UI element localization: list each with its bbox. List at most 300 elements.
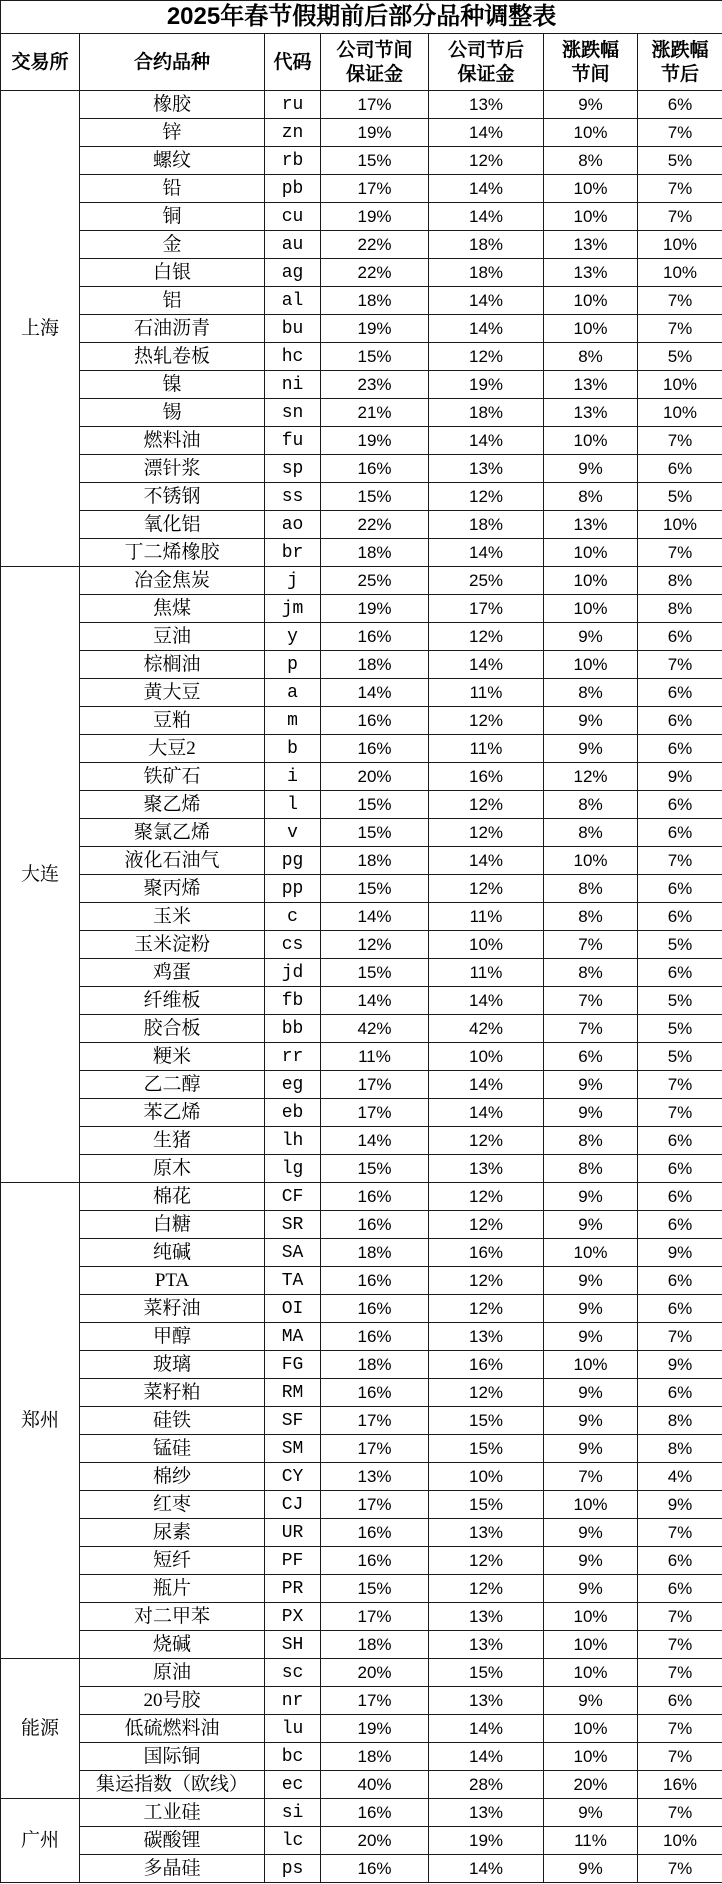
header-product: [80, 34, 265, 91]
code-cell: lc: [265, 1827, 321, 1855]
table-row: [1, 1239, 722, 1267]
limit-holiday-cell: 10%: [544, 539, 638, 567]
product-name-cell: 锡: [80, 399, 265, 427]
header-margin-after-line2: 保证金: [457, 63, 515, 85]
limit-after-cell: 7%: [638, 1743, 722, 1771]
margin-after-cell: 13%: [429, 91, 544, 119]
limit-holiday-cell: 10%: [544, 119, 638, 147]
margin-holiday-cell: 22%: [321, 511, 429, 539]
limit-after-cell: 7%: [638, 203, 722, 231]
code-cell: SH: [265, 1631, 321, 1659]
margin-holiday-cell: 16%: [321, 1267, 429, 1295]
margin-holiday-cell: 16%: [321, 735, 429, 763]
limit-after-cell: 9%: [638, 1491, 722, 1519]
margin-holiday-cell: 15%: [321, 483, 429, 511]
header-limit-holiday-line1: 涨跌幅: [561, 39, 619, 61]
margin-holiday-cell: 18%: [321, 1351, 429, 1379]
margin-after-cell: 16%: [429, 1239, 544, 1267]
code-cell: pb: [265, 175, 321, 203]
code-cell: zn: [265, 119, 321, 147]
product-name-cell: 螺纹: [80, 147, 265, 175]
product-name-cell: 生猪: [80, 1127, 265, 1155]
limit-after-cell: 7%: [638, 175, 722, 203]
margin-holiday-cell: 14%: [321, 679, 429, 707]
margin-holiday-cell: 17%: [321, 1687, 429, 1715]
limit-holiday-cell: 8%: [544, 1127, 638, 1155]
table-row: [1, 595, 722, 623]
margin-after-cell: 18%: [429, 231, 544, 259]
limit-after-cell: 7%: [638, 1071, 722, 1099]
margin-after-cell: 14%: [429, 539, 544, 567]
limit-after-cell: 5%: [638, 1015, 722, 1043]
product-name-cell: 玉米: [80, 903, 265, 931]
limit-holiday-cell: 10%: [544, 203, 638, 231]
limit-holiday-cell: 9%: [544, 735, 638, 763]
table-row: [1, 1743, 722, 1771]
product-name-cell: 短纤: [80, 1547, 265, 1575]
table-row: [1, 1855, 722, 1883]
product-name-cell: 玉米淀粉: [80, 931, 265, 959]
table-row: [1, 1295, 722, 1323]
product-name-cell: 石油沥青: [80, 315, 265, 343]
margin-after-cell: 12%: [429, 875, 544, 903]
limit-after-cell: 10%: [638, 371, 722, 399]
code-cell: ru: [265, 91, 321, 119]
limit-after-cell: 7%: [638, 1603, 722, 1631]
margin-holiday-cell: 20%: [321, 1827, 429, 1855]
limit-holiday-cell: 13%: [544, 259, 638, 287]
margin-holiday-cell: 20%: [321, 763, 429, 791]
margin-after-cell: 14%: [429, 1743, 544, 1771]
table-row: [1, 1323, 722, 1351]
table-row: [1, 483, 722, 511]
margin-holiday-cell: 16%: [321, 1323, 429, 1351]
limit-holiday-cell: 7%: [544, 931, 638, 959]
margin-holiday-cell: 18%: [321, 1743, 429, 1771]
product-name-cell: 锰硅: [80, 1435, 265, 1463]
limit-holiday-cell: 9%: [544, 1211, 638, 1239]
margin-after-cell: 18%: [429, 259, 544, 287]
margin-holiday-cell: 18%: [321, 1239, 429, 1267]
margin-after-cell: 14%: [429, 287, 544, 315]
header-exchange: [1, 34, 80, 91]
product-name-cell: 豆油: [80, 623, 265, 651]
code-cell: eb: [265, 1099, 321, 1127]
code-cell: ni: [265, 371, 321, 399]
margin-holiday-cell: 16%: [321, 1855, 429, 1883]
code-cell: lh: [265, 1127, 321, 1155]
table-row: [1, 427, 722, 455]
exchange-cell: 上海: [1, 91, 80, 567]
margin-holiday-cell: 16%: [321, 707, 429, 735]
margin-after-cell: 13%: [429, 1631, 544, 1659]
limit-after-cell: 6%: [638, 1687, 722, 1715]
margin-holiday-cell: 19%: [321, 203, 429, 231]
margin-holiday-cell: 18%: [321, 539, 429, 567]
limit-holiday-cell: 13%: [544, 399, 638, 427]
header-code-label: 代码: [273, 51, 312, 73]
exchange-cell: 能源: [1, 1659, 80, 1799]
limit-after-cell: 7%: [638, 287, 722, 315]
margin-after-cell: 16%: [429, 1351, 544, 1379]
table-row: [1, 763, 722, 791]
margin-after-cell: 14%: [429, 1855, 544, 1883]
code-cell: j: [265, 567, 321, 595]
table-row: [1, 875, 722, 903]
table-row: [1, 1015, 722, 1043]
margin-after-cell: 11%: [429, 735, 544, 763]
margin-after-cell: 12%: [429, 147, 544, 175]
limit-holiday-cell: 8%: [544, 343, 638, 371]
code-cell: rb: [265, 147, 321, 175]
margin-holiday-cell: 12%: [321, 931, 429, 959]
limit-holiday-cell: 10%: [544, 1659, 638, 1687]
margin-after-cell: 12%: [429, 343, 544, 371]
margin-holiday-cell: 14%: [321, 903, 429, 931]
table-row: [1, 903, 722, 931]
margin-after-cell: 11%: [429, 903, 544, 931]
limit-after-cell: 7%: [638, 315, 722, 343]
product-name-cell: 白糖: [80, 1211, 265, 1239]
margin-after-cell: 19%: [429, 1827, 544, 1855]
code-cell: ps: [265, 1855, 321, 1883]
product-name-cell: 燃料油: [80, 427, 265, 455]
code-cell: rr: [265, 1043, 321, 1071]
margin-after-cell: 12%: [429, 819, 544, 847]
limit-after-cell: 5%: [638, 987, 722, 1015]
product-name-cell: 聚乙烯: [80, 791, 265, 819]
margin-holiday-cell: 16%: [321, 1295, 429, 1323]
limit-after-cell: 7%: [638, 1631, 722, 1659]
code-cell: jm: [265, 595, 321, 623]
limit-after-cell: 4%: [638, 1463, 722, 1491]
product-name-cell: 玻璃: [80, 1351, 265, 1379]
margin-holiday-cell: 16%: [321, 1547, 429, 1575]
limit-holiday-cell: 10%: [544, 315, 638, 343]
margin-holiday-cell: 17%: [321, 91, 429, 119]
code-cell: OI: [265, 1295, 321, 1323]
margin-holiday-cell: 17%: [321, 1099, 429, 1127]
code-cell: cs: [265, 931, 321, 959]
code-cell: si: [265, 1799, 321, 1827]
table-row: [1, 1351, 722, 1379]
margin-holiday-cell: 15%: [321, 147, 429, 175]
margin-after-cell: 28%: [429, 1771, 544, 1799]
product-name-cell: 不锈钢: [80, 483, 265, 511]
limit-after-cell: 7%: [638, 1715, 722, 1743]
table-row: [1, 1799, 722, 1827]
product-name-cell: 原木: [80, 1155, 265, 1183]
margin-holiday-cell: 15%: [321, 1575, 429, 1603]
limit-holiday-cell: 8%: [544, 679, 638, 707]
table-row: [1, 735, 722, 763]
limit-holiday-cell: 9%: [544, 455, 638, 483]
margin-after-cell: 11%: [429, 959, 544, 987]
limit-after-cell: 6%: [638, 1267, 722, 1295]
code-cell: al: [265, 287, 321, 315]
limit-holiday-cell: 7%: [544, 1015, 638, 1043]
margin-holiday-cell: 25%: [321, 567, 429, 595]
code-cell: ag: [265, 259, 321, 287]
limit-after-cell: 9%: [638, 763, 722, 791]
margin-after-cell: 12%: [429, 1379, 544, 1407]
margin-after-cell: 10%: [429, 1043, 544, 1071]
margin-after-cell: 14%: [429, 1715, 544, 1743]
limit-after-cell: 6%: [638, 1211, 722, 1239]
product-name-cell: 镍: [80, 371, 265, 399]
table-row: [1, 1071, 722, 1099]
limit-after-cell: 8%: [638, 1435, 722, 1463]
limit-after-cell: 10%: [638, 259, 722, 287]
limit-holiday-cell: 9%: [544, 1435, 638, 1463]
code-cell: bu: [265, 315, 321, 343]
margin-after-cell: 17%: [429, 595, 544, 623]
margin-holiday-cell: 16%: [321, 1519, 429, 1547]
code-cell: CJ: [265, 1491, 321, 1519]
limit-holiday-cell: 13%: [544, 511, 638, 539]
limit-holiday-cell: 7%: [544, 987, 638, 1015]
limit-after-cell: 5%: [638, 1043, 722, 1071]
product-name-cell: 丁二烯橡胶: [80, 539, 265, 567]
product-name-cell: 鸡蛋: [80, 959, 265, 987]
limit-holiday-cell: 10%: [544, 847, 638, 875]
table-row: [1, 567, 722, 595]
limit-holiday-cell: 10%: [544, 1715, 638, 1743]
margin-holiday-cell: 17%: [321, 1435, 429, 1463]
limit-after-cell: 6%: [638, 1379, 722, 1407]
table-row: [1, 1687, 722, 1715]
margin-after-cell: 14%: [429, 203, 544, 231]
product-name-cell: 碳酸锂: [80, 1827, 265, 1855]
code-cell: au: [265, 231, 321, 259]
code-cell: ao: [265, 511, 321, 539]
limit-after-cell: 6%: [638, 1575, 722, 1603]
margin-holiday-cell: 19%: [321, 315, 429, 343]
limit-holiday-cell: 13%: [544, 371, 638, 399]
limit-holiday-cell: 9%: [544, 1519, 638, 1547]
table-row: [1, 1127, 722, 1155]
limit-after-cell: 16%: [638, 1771, 722, 1799]
code-cell: jd: [265, 959, 321, 987]
margin-after-cell: 18%: [429, 399, 544, 427]
header-limit-after-line1: 涨跌幅: [651, 39, 709, 61]
margin-holiday-cell: 20%: [321, 1659, 429, 1687]
product-name-cell: 瓶片: [80, 1575, 265, 1603]
limit-after-cell: 5%: [638, 343, 722, 371]
margin-holiday-cell: 19%: [321, 1715, 429, 1743]
margin-holiday-cell: 15%: [321, 343, 429, 371]
margin-holiday-cell: 16%: [321, 1183, 429, 1211]
limit-holiday-cell: 9%: [544, 1295, 638, 1323]
margin-after-cell: 12%: [429, 1211, 544, 1239]
code-cell: SR: [265, 1211, 321, 1239]
code-cell: sp: [265, 455, 321, 483]
table-row: [1, 91, 722, 119]
limit-holiday-cell: 12%: [544, 763, 638, 791]
margin-after-cell: 14%: [429, 1099, 544, 1127]
margin-after-cell: 12%: [429, 791, 544, 819]
table-row: [1, 1659, 722, 1687]
limit-holiday-cell: 6%: [544, 1043, 638, 1071]
limit-holiday-cell: 10%: [544, 287, 638, 315]
code-cell: PR: [265, 1575, 321, 1603]
header-limit-holiday: [544, 34, 638, 91]
table-row: [1, 679, 722, 707]
table-row: [1, 1211, 722, 1239]
product-name-cell: 集运指数（欧线）: [80, 1771, 265, 1799]
limit-after-cell: 9%: [638, 1239, 722, 1267]
product-name-cell: 纯碱: [80, 1239, 265, 1267]
margin-holiday-cell: 19%: [321, 427, 429, 455]
limit-holiday-cell: 9%: [544, 1407, 638, 1435]
product-name-cell: 铜: [80, 203, 265, 231]
exchange-cell: 广州: [1, 1799, 80, 1883]
margin-after-cell: 14%: [429, 987, 544, 1015]
limit-holiday-cell: 10%: [544, 175, 638, 203]
table-row: [1, 371, 722, 399]
limit-holiday-cell: 8%: [544, 1155, 638, 1183]
limit-holiday-cell: 10%: [544, 427, 638, 455]
margin-holiday-cell: 18%: [321, 1631, 429, 1659]
code-cell: fu: [265, 427, 321, 455]
margin-holiday-cell: 17%: [321, 1491, 429, 1519]
table-row: [1, 399, 722, 427]
limit-after-cell: 6%: [638, 679, 722, 707]
limit-after-cell: 7%: [638, 539, 722, 567]
product-name-cell: 金: [80, 231, 265, 259]
code-cell: lg: [265, 1155, 321, 1183]
limit-after-cell: 6%: [638, 819, 722, 847]
product-name-cell: 尿素: [80, 1519, 265, 1547]
margin-holiday-cell: 17%: [321, 1407, 429, 1435]
margin-after-cell: 14%: [429, 1071, 544, 1099]
code-cell: RM: [265, 1379, 321, 1407]
table-row: [1, 959, 722, 987]
code-cell: y: [265, 623, 321, 651]
exchange-cell: 郑州: [1, 1183, 80, 1659]
product-name-cell: 棉纱: [80, 1463, 265, 1491]
margin-after-cell: 13%: [429, 1519, 544, 1547]
code-cell: cu: [265, 203, 321, 231]
margin-holiday-cell: 22%: [321, 231, 429, 259]
limit-after-cell: 5%: [638, 147, 722, 175]
code-cell: FG: [265, 1351, 321, 1379]
product-name-cell: 20号胶: [80, 1687, 265, 1715]
table-row: [1, 1379, 722, 1407]
margin-holiday-cell: 19%: [321, 119, 429, 147]
limit-holiday-cell: 8%: [544, 903, 638, 931]
code-cell: ss: [265, 483, 321, 511]
product-name-cell: 大豆2: [80, 735, 265, 763]
margin-holiday-cell: 17%: [321, 1603, 429, 1631]
limit-holiday-cell: 9%: [544, 1379, 638, 1407]
limit-holiday-cell: 10%: [544, 567, 638, 595]
product-name-cell: 豆粕: [80, 707, 265, 735]
code-cell: TA: [265, 1267, 321, 1295]
table-row: [1, 707, 722, 735]
product-name-cell: 液化石油气: [80, 847, 265, 875]
limit-holiday-cell: 9%: [544, 707, 638, 735]
limit-holiday-cell: 9%: [544, 623, 638, 651]
code-cell: MA: [265, 1323, 321, 1351]
code-cell: hc: [265, 343, 321, 371]
code-cell: bb: [265, 1015, 321, 1043]
margin-after-cell: 13%: [429, 1155, 544, 1183]
margin-after-cell: 16%: [429, 763, 544, 791]
margin-holiday-cell: 18%: [321, 847, 429, 875]
limit-holiday-cell: 10%: [544, 1239, 638, 1267]
margin-after-cell: 12%: [429, 1267, 544, 1295]
limit-holiday-cell: 9%: [544, 1099, 638, 1127]
product-name-cell: 胶合板: [80, 1015, 265, 1043]
margin-after-cell: 13%: [429, 1323, 544, 1351]
product-name-cell: 铅: [80, 175, 265, 203]
code-cell: ec: [265, 1771, 321, 1799]
margin-holiday-cell: 16%: [321, 1379, 429, 1407]
margin-after-cell: 12%: [429, 483, 544, 511]
limit-holiday-cell: 10%: [544, 1743, 638, 1771]
product-name-cell: 工业硅: [80, 1799, 265, 1827]
product-name-cell: 菜籽油: [80, 1295, 265, 1323]
header-margin-after-line1: 公司节后: [447, 39, 524, 61]
product-name-cell: 甲醇: [80, 1323, 265, 1351]
margin-holiday-cell: 15%: [321, 875, 429, 903]
table-row: [1, 259, 722, 287]
code-cell: UR: [265, 1519, 321, 1547]
margin-after-cell: 10%: [429, 1463, 544, 1491]
code-cell: bc: [265, 1743, 321, 1771]
table-row: [1, 1519, 722, 1547]
code-cell: lu: [265, 1715, 321, 1743]
margin-holiday-cell: 11%: [321, 1043, 429, 1071]
margin-holiday-cell: 15%: [321, 959, 429, 987]
margin-after-cell: 12%: [429, 707, 544, 735]
limit-holiday-cell: 11%: [544, 1827, 638, 1855]
header-code: [265, 34, 321, 91]
limit-after-cell: 7%: [638, 651, 722, 679]
table-row: [1, 1155, 722, 1183]
limit-after-cell: 5%: [638, 483, 722, 511]
product-name-cell: 焦煤: [80, 595, 265, 623]
table-row: [1, 1463, 722, 1491]
margin-after-cell: 15%: [429, 1491, 544, 1519]
limit-holiday-cell: 9%: [544, 1071, 638, 1099]
margin-holiday-cell: 16%: [321, 1211, 429, 1239]
code-cell: i: [265, 763, 321, 791]
product-name-cell: 低硫燃料油: [80, 1715, 265, 1743]
product-name-cell: 黄大豆: [80, 679, 265, 707]
code-cell: SA: [265, 1239, 321, 1267]
code-cell: a: [265, 679, 321, 707]
table-row: [1, 1631, 722, 1659]
table-row: [1, 1043, 722, 1071]
code-cell: m: [265, 707, 321, 735]
limit-holiday-cell: 10%: [544, 1491, 638, 1519]
limit-holiday-cell: 10%: [544, 1351, 638, 1379]
limit-after-cell: 6%: [638, 735, 722, 763]
margin-after-cell: 14%: [429, 175, 544, 203]
table-row: [1, 1183, 722, 1211]
code-cell: pg: [265, 847, 321, 875]
margin-holiday-cell: 19%: [321, 595, 429, 623]
product-name-cell: 苯乙烯: [80, 1099, 265, 1127]
header-margin-after: [429, 34, 544, 91]
product-name-cell: 白银: [80, 259, 265, 287]
limit-holiday-cell: 9%: [544, 1799, 638, 1827]
product-name-cell: 纤维板: [80, 987, 265, 1015]
limit-after-cell: 5%: [638, 931, 722, 959]
limit-after-cell: 6%: [638, 875, 722, 903]
